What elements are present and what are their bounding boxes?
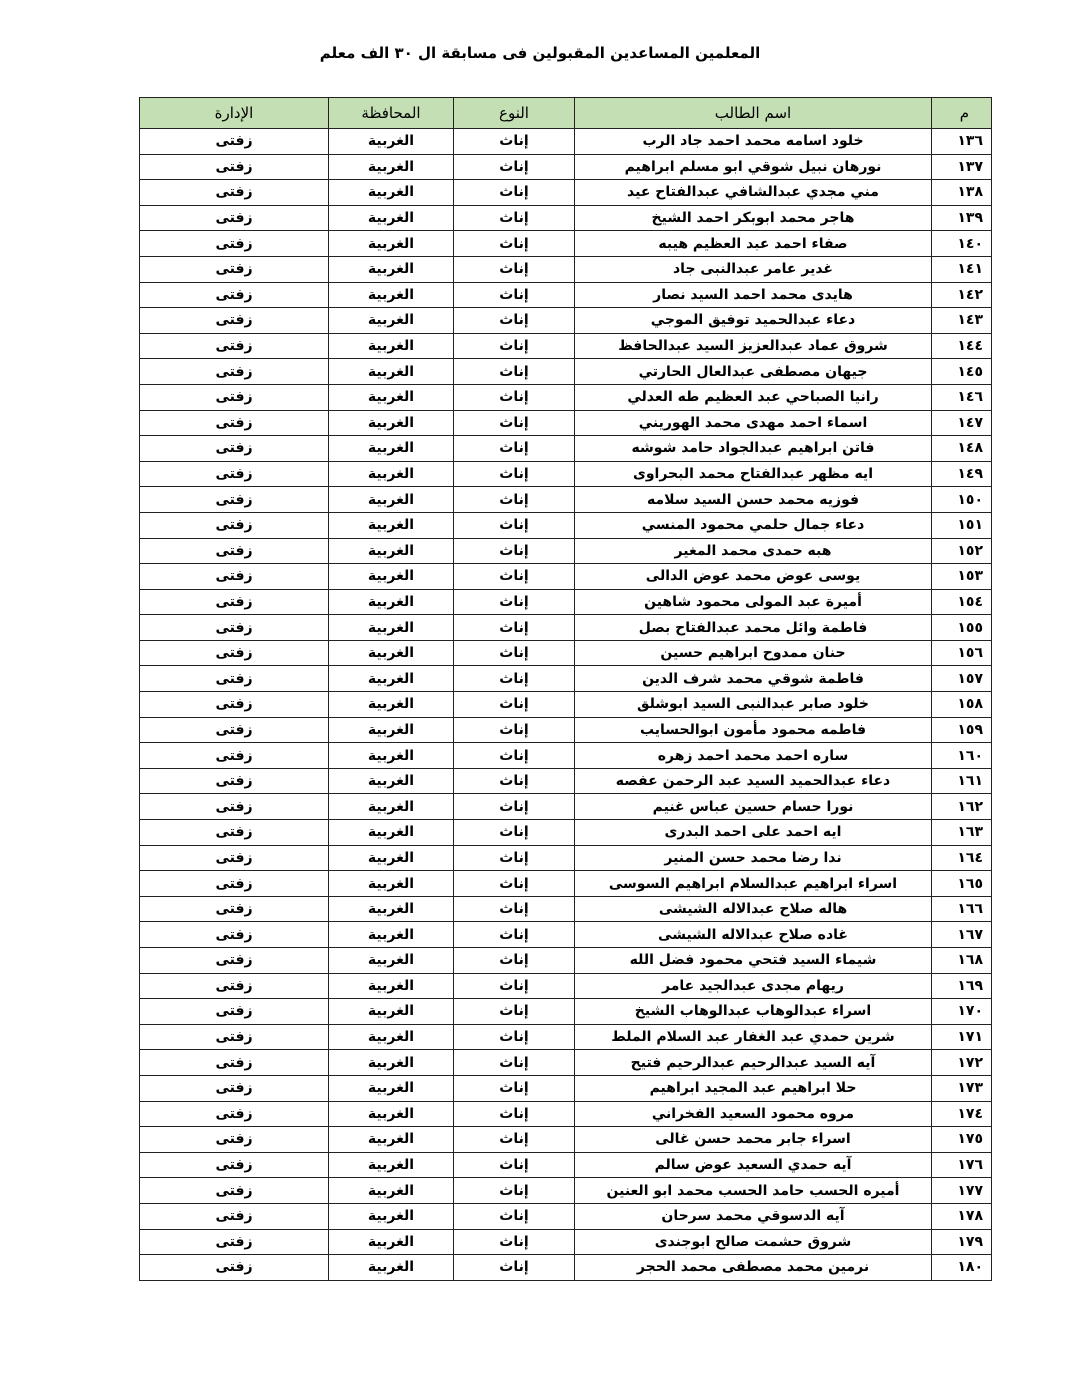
cell-number: ١٦٥: [932, 871, 992, 897]
cell-governorate: الغربية: [329, 256, 454, 282]
accepted-teachers-table: [139, 97, 992, 1281]
header-num: م: [932, 98, 992, 129]
table-row: [140, 564, 992, 590]
cell-department: زفتى: [140, 333, 329, 359]
table-row: [140, 282, 992, 308]
table-row: [140, 768, 992, 794]
cell-number: ١٥١: [932, 512, 992, 538]
table-row: [140, 973, 992, 999]
cell-department: زفتى: [140, 180, 329, 206]
header-governorate: المحافظة: [329, 98, 454, 129]
cell-number: ١٦٩: [932, 973, 992, 999]
cell-number: ١٦٧: [932, 922, 992, 948]
cell-governorate: الغربية: [329, 1178, 454, 1204]
cell-governorate: الغربية: [329, 666, 454, 692]
cell-department: زفتى: [140, 256, 329, 282]
cell-student-name: هاله صلاح عبدالاله الشيشى: [575, 896, 932, 922]
cell-student-name: شرين حمدي عبد الغفار عبد السلام الملط: [575, 1024, 932, 1050]
cell-department: زفتى: [140, 231, 329, 257]
cell-type: إناث: [454, 1203, 575, 1229]
cell-student-name: غدير عامر عبدالنبى جاد: [575, 256, 932, 282]
cell-governorate: الغربية: [329, 768, 454, 794]
table-row: [140, 666, 992, 692]
cell-number: ١٨٠: [932, 1255, 992, 1281]
cell-governorate: الغربية: [329, 1101, 454, 1127]
cell-department: زفتى: [140, 1075, 329, 1101]
cell-type: إناث: [454, 129, 575, 155]
cell-type: إناث: [454, 717, 575, 743]
cell-governorate: الغربية: [329, 1127, 454, 1153]
cell-number: ١٦٣: [932, 820, 992, 846]
cell-governorate: الغربية: [329, 999, 454, 1025]
cell-number: ١٦٨: [932, 948, 992, 974]
cell-department: زفتى: [140, 384, 329, 410]
cell-type: إناث: [454, 1127, 575, 1153]
cell-type: إناث: [454, 359, 575, 385]
cell-number: ١٤٢: [932, 282, 992, 308]
cell-department: زفتى: [140, 1255, 329, 1281]
table-row: [140, 820, 992, 846]
table-row: [140, 640, 992, 666]
table-row: [140, 1050, 992, 1076]
cell-governorate: الغربية: [329, 948, 454, 974]
cell-student-name: آيه حمدي السعيد عوض سالم: [575, 1152, 932, 1178]
cell-student-name: فوزيه محمد حسن السيد سلامه: [575, 487, 932, 513]
cell-student-name: جيهان مصطفى عبدالعال الحارتي: [575, 359, 932, 385]
cell-student-name: نرمين محمد مصطفى محمد الحجر: [575, 1255, 932, 1281]
cell-number: ١٤٨: [932, 436, 992, 462]
table-row: [140, 871, 992, 897]
cell-department: زفتى: [140, 1178, 329, 1204]
cell-department: زفتى: [140, 871, 329, 897]
cell-student-name: دعاء عبدالحميد توفيق الموجي: [575, 308, 932, 334]
cell-student-name: رانيا الصباحي عبد العظيم طه العدلي: [575, 384, 932, 410]
cell-governorate: الغربية: [329, 154, 454, 180]
cell-governorate: الغربية: [329, 231, 454, 257]
cell-number: ١٤٦: [932, 384, 992, 410]
cell-governorate: الغربية: [329, 129, 454, 155]
cell-type: إناث: [454, 794, 575, 820]
cell-number: ١٤٥: [932, 359, 992, 385]
cell-type: إناث: [454, 1229, 575, 1255]
cell-governorate: الغربية: [329, 436, 454, 462]
cell-student-name: فاطمة وائل محمد عبدالفتاح بصل: [575, 615, 932, 641]
cell-type: إناث: [454, 768, 575, 794]
cell-department: زفتى: [140, 538, 329, 564]
cell-governorate: الغربية: [329, 333, 454, 359]
cell-student-name: اسراء عبدالوهاب عبدالوهاب الشيخ: [575, 999, 932, 1025]
cell-student-name: آيه الدسوقي محمد سرحان: [575, 1203, 932, 1229]
cell-number: ١٦٢: [932, 794, 992, 820]
cell-department: زفتى: [140, 1127, 329, 1153]
cell-student-name: فاتن ابراهيم عبدالجواد حامد شوشه: [575, 436, 932, 462]
cell-department: زفتى: [140, 308, 329, 334]
table-row: [140, 1101, 992, 1127]
cell-number: ١٦١: [932, 768, 992, 794]
cell-governorate: الغربية: [329, 538, 454, 564]
cell-student-name: هبه حمدى محمد المغير: [575, 538, 932, 564]
cell-type: إناث: [454, 615, 575, 641]
cell-student-name: يوسى عوض محمد عوض الدالى: [575, 564, 932, 590]
cell-number: ١٥٥: [932, 615, 992, 641]
cell-type: إناث: [454, 666, 575, 692]
cell-student-name: فاطمة شوقي محمد شرف الدين: [575, 666, 932, 692]
cell-type: إناث: [454, 820, 575, 846]
cell-student-name: شروق عماد عبدالعزيز السيد عبدالحافظ: [575, 333, 932, 359]
cell-number: ١٧٥: [932, 1127, 992, 1153]
cell-department: زفتى: [140, 1152, 329, 1178]
header-type: النوع: [454, 98, 575, 129]
header-name: اسم الطالب: [575, 98, 932, 129]
cell-type: إناث: [454, 487, 575, 513]
cell-number: ١٧١: [932, 1024, 992, 1050]
cell-governorate: الغربية: [329, 1229, 454, 1255]
cell-type: إناث: [454, 743, 575, 769]
cell-governorate: الغربية: [329, 1152, 454, 1178]
cell-student-name: هايدى محمد احمد السيد نصار: [575, 282, 932, 308]
cell-department: زفتى: [140, 205, 329, 231]
cell-department: زفتى: [140, 359, 329, 385]
cell-type: إناث: [454, 256, 575, 282]
cell-governorate: الغربية: [329, 205, 454, 231]
cell-governorate: الغربية: [329, 512, 454, 538]
table-row: [140, 999, 992, 1025]
cell-student-name: حنان ممدوح ابراهيم حسين: [575, 640, 932, 666]
cell-governorate: الغربية: [329, 1050, 454, 1076]
cell-department: زفتى: [140, 589, 329, 615]
cell-student-name: دعاء جمال حلمي محمود المنسي: [575, 512, 932, 538]
cell-department: زفتى: [140, 1229, 329, 1255]
cell-type: إناث: [454, 461, 575, 487]
cell-student-name: أميره الحسب حامد الحسب محمد ابو العنين: [575, 1178, 932, 1204]
cell-type: إناث: [454, 692, 575, 718]
table-row: [140, 948, 992, 974]
cell-department: زفتى: [140, 973, 329, 999]
cell-department: زفتى: [140, 615, 329, 641]
cell-number: ١٤٧: [932, 410, 992, 436]
cell-number: ١٦٤: [932, 845, 992, 871]
cell-student-name: اسراء جابر محمد حسن غالى: [575, 1127, 932, 1153]
table-row: [140, 384, 992, 410]
cell-department: زفتى: [140, 1203, 329, 1229]
cell-governorate: الغربية: [329, 922, 454, 948]
cell-type: إناث: [454, 1152, 575, 1178]
cell-number: ١٧٣: [932, 1075, 992, 1101]
header-department: الإدارة: [140, 98, 329, 129]
cell-department: زفتى: [140, 461, 329, 487]
cell-number: ١٧٩: [932, 1229, 992, 1255]
cell-governorate: الغربية: [329, 794, 454, 820]
cell-governorate: الغربية: [329, 1203, 454, 1229]
cell-student-name: اسماء احمد مهدى محمد الهوريني: [575, 410, 932, 436]
cell-number: ١٥٤: [932, 589, 992, 615]
cell-department: زفتى: [140, 487, 329, 513]
table-row: [140, 333, 992, 359]
cell-student-name: آيه السيد عبدالرحيم عبدالرحيم فتيح: [575, 1050, 932, 1076]
cell-type: إناث: [454, 333, 575, 359]
cell-number: ١٥٧: [932, 666, 992, 692]
table-row: [140, 436, 992, 462]
cell-number: ١٦٠: [932, 743, 992, 769]
cell-governorate: الغربية: [329, 640, 454, 666]
table-row: [140, 231, 992, 257]
cell-governorate: الغربية: [329, 692, 454, 718]
cell-department: زفتى: [140, 999, 329, 1025]
table-row: [140, 845, 992, 871]
cell-type: إناث: [454, 564, 575, 590]
cell-governorate: الغربية: [329, 845, 454, 871]
cell-type: إناث: [454, 1050, 575, 1076]
table-row: [140, 589, 992, 615]
cell-department: زفتى: [140, 129, 329, 155]
cell-type: إناث: [454, 1024, 575, 1050]
cell-student-name: حلا ابراهيم عبد المجيد ابراهيم: [575, 1075, 932, 1101]
cell-type: إناث: [454, 410, 575, 436]
cell-type: إناث: [454, 1101, 575, 1127]
cell-type: إناث: [454, 1255, 575, 1281]
cell-student-name: نورا حسام حسين عباس غنيم: [575, 794, 932, 820]
cell-student-name: خلود اسامه محمد احمد جاد الرب: [575, 129, 932, 155]
cell-type: إناث: [454, 922, 575, 948]
cell-type: إناث: [454, 1178, 575, 1204]
cell-type: إناث: [454, 640, 575, 666]
cell-department: زفتى: [140, 640, 329, 666]
cell-student-name: مني مجدي عبدالشافي عبدالفتاح عيد: [575, 180, 932, 206]
cell-student-name: ايه مظهر عبدالفتاح محمد البحراوى: [575, 461, 932, 487]
cell-department: زفتى: [140, 282, 329, 308]
cell-student-name: ساره احمد محمد احمد زهره: [575, 743, 932, 769]
cell-department: زفتى: [140, 564, 329, 590]
table-row: [140, 410, 992, 436]
cell-governorate: الغربية: [329, 871, 454, 897]
cell-type: إناث: [454, 308, 575, 334]
cell-governorate: الغربية: [329, 1024, 454, 1050]
table-row: [140, 154, 992, 180]
table-row: [140, 1152, 992, 1178]
cell-number: ١٥٢: [932, 538, 992, 564]
cell-number: ١٤٠: [932, 231, 992, 257]
cell-student-name: اسراء ابراهيم عبدالسلام ابراهيم السوسى: [575, 871, 932, 897]
cell-governorate: الغربية: [329, 410, 454, 436]
cell-student-name: فاطمه محمود مأمون ابوالحسايب: [575, 717, 932, 743]
cell-type: إناث: [454, 231, 575, 257]
cell-number: ١٦٦: [932, 896, 992, 922]
cell-governorate: الغربية: [329, 820, 454, 846]
table-row: [140, 180, 992, 206]
table-row: [140, 717, 992, 743]
cell-type: إناث: [454, 282, 575, 308]
table-row: [140, 461, 992, 487]
cell-department: زفتى: [140, 743, 329, 769]
table-row: [140, 615, 992, 641]
cell-number: ١٧٨: [932, 1203, 992, 1229]
cell-number: ١٥٩: [932, 717, 992, 743]
cell-student-name: ايه احمد على احمد البدرى: [575, 820, 932, 846]
cell-type: إناث: [454, 205, 575, 231]
cell-department: زفتى: [140, 692, 329, 718]
cell-type: إناث: [454, 871, 575, 897]
cell-number: ١٧٤: [932, 1101, 992, 1127]
cell-department: زفتى: [140, 948, 329, 974]
cell-number: ١٧٦: [932, 1152, 992, 1178]
cell-student-name: غاده صلاح عبدالاله الشيشى: [575, 922, 932, 948]
cell-governorate: الغربية: [329, 896, 454, 922]
cell-governorate: الغربية: [329, 282, 454, 308]
cell-department: زفتى: [140, 436, 329, 462]
cell-type: إناث: [454, 973, 575, 999]
table-row: [140, 512, 992, 538]
cell-number: ١٣٦: [932, 129, 992, 155]
cell-department: زفتى: [140, 922, 329, 948]
cell-type: إناث: [454, 512, 575, 538]
cell-department: زفتى: [140, 717, 329, 743]
cell-governorate: الغربية: [329, 1255, 454, 1281]
cell-number: ١٥٦: [932, 640, 992, 666]
cell-type: إناث: [454, 384, 575, 410]
cell-department: زفتى: [140, 1024, 329, 1050]
cell-student-name: نورهان نبيل شوقي ابو مسلم ابراهيم: [575, 154, 932, 180]
table-row: [140, 896, 992, 922]
cell-department: زفتى: [140, 820, 329, 846]
cell-governorate: الغربية: [329, 359, 454, 385]
table-row: [140, 1255, 992, 1281]
cell-department: زفتى: [140, 1101, 329, 1127]
table-row: [140, 1203, 992, 1229]
cell-governorate: الغربية: [329, 615, 454, 641]
cell-student-name: خلود صابر عبدالنبى السيد ابوشلق: [575, 692, 932, 718]
cell-department: زفتى: [140, 768, 329, 794]
cell-governorate: الغربية: [329, 1075, 454, 1101]
table-row: [140, 1075, 992, 1101]
cell-governorate: الغربية: [329, 564, 454, 590]
table-row: [140, 129, 992, 155]
cell-number: ١٧٠: [932, 999, 992, 1025]
cell-number: ١٧٢: [932, 1050, 992, 1076]
cell-student-name: دعاء عبدالحميد السيد عبد الرحمن عفصه: [575, 768, 932, 794]
cell-department: زفتى: [140, 512, 329, 538]
cell-number: ١٧٧: [932, 1178, 992, 1204]
cell-student-name: أميرة عبد المولى محمود شاهين: [575, 589, 932, 615]
cell-governorate: الغربية: [329, 973, 454, 999]
table-row: [140, 1127, 992, 1153]
cell-governorate: الغربية: [329, 384, 454, 410]
cell-type: إناث: [454, 948, 575, 974]
cell-governorate: الغربية: [329, 308, 454, 334]
table-row: [140, 1229, 992, 1255]
cell-student-name: ندا رضا محمد حسن المنير: [575, 845, 932, 871]
cell-type: إناث: [454, 896, 575, 922]
cell-department: زفتى: [140, 410, 329, 436]
cell-type: إناث: [454, 589, 575, 615]
cell-number: ١٥٣: [932, 564, 992, 590]
cell-type: إناث: [454, 436, 575, 462]
cell-number: ١٣٩: [932, 205, 992, 231]
table-row: [140, 359, 992, 385]
cell-number: ١٤٤: [932, 333, 992, 359]
cell-number: ١٣٨: [932, 180, 992, 206]
cell-student-name: صفاء احمد عبد العظيم هيبه: [575, 231, 932, 257]
table-row: [140, 743, 992, 769]
cell-type: إناث: [454, 180, 575, 206]
table-row: [140, 922, 992, 948]
table-row: [140, 308, 992, 334]
table-row: [140, 692, 992, 718]
cell-department: زفتى: [140, 1050, 329, 1076]
cell-student-name: شيماء السيد فتحي محمود فضل الله: [575, 948, 932, 974]
cell-type: إناث: [454, 1075, 575, 1101]
cell-governorate: الغربية: [329, 461, 454, 487]
table-row: [140, 1024, 992, 1050]
table-row: [140, 205, 992, 231]
cell-student-name: هاجر محمد ابوبكر احمد الشيخ: [575, 205, 932, 231]
table-row: [140, 794, 992, 820]
cell-student-name: شروق حشمت صالح ابوجندى: [575, 1229, 932, 1255]
cell-number: ١٥٨: [932, 692, 992, 718]
cell-number: ١٤٩: [932, 461, 992, 487]
cell-number: ١٣٧: [932, 154, 992, 180]
cell-governorate: الغربية: [329, 717, 454, 743]
cell-number: ١٤٣: [932, 308, 992, 334]
cell-type: إناث: [454, 538, 575, 564]
cell-governorate: الغربية: [329, 589, 454, 615]
cell-department: زفتى: [140, 896, 329, 922]
table-row: [140, 538, 992, 564]
table-row: [140, 1178, 992, 1204]
cell-number: ١٥٠: [932, 487, 992, 513]
cell-department: زفتى: [140, 794, 329, 820]
cell-student-name: مروه محمود السعيد الفخراني: [575, 1101, 932, 1127]
cell-governorate: الغربية: [329, 487, 454, 513]
cell-type: إناث: [454, 845, 575, 871]
table-row: [140, 487, 992, 513]
page-title: المعلمين المساعدين المقبولين فى مسابقة ال ٣٠ الف معلم: [319, 44, 761, 62]
table-row: [140, 256, 992, 282]
table-header-row: [140, 98, 992, 129]
cell-type: إناث: [454, 999, 575, 1025]
cell-department: زفتى: [140, 845, 329, 871]
cell-department: زفتى: [140, 154, 329, 180]
cell-number: ١٤١: [932, 256, 992, 282]
cell-type: إناث: [454, 154, 575, 180]
cell-governorate: الغربية: [329, 743, 454, 769]
cell-governorate: الغربية: [329, 180, 454, 206]
cell-student-name: ريهام مجدى عبدالجيد عامر: [575, 973, 932, 999]
cell-department: زفتى: [140, 666, 329, 692]
